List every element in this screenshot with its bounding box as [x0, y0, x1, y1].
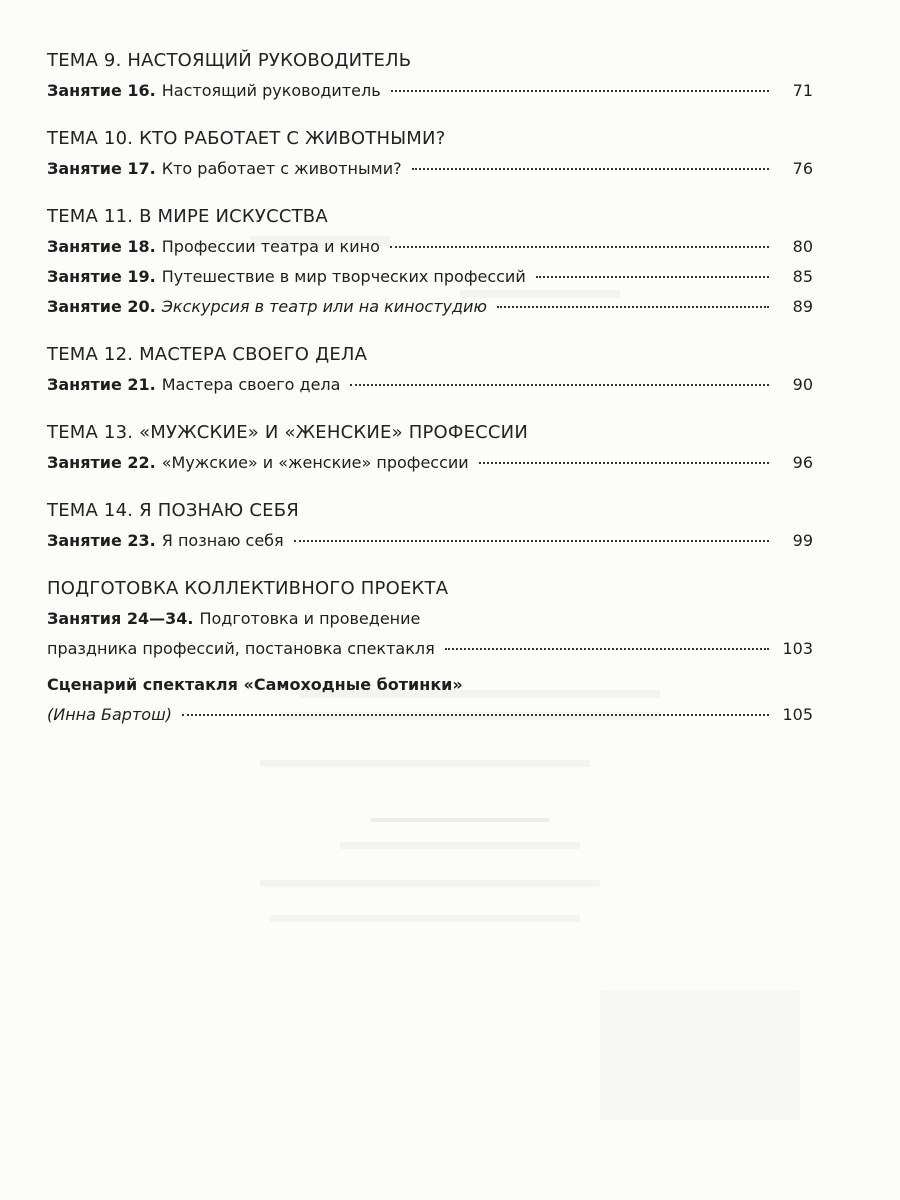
- lesson-number: Занятие 16.: [47, 81, 156, 100]
- toc-entry[interactable]: [47, 232, 813, 262]
- dot-leader: [391, 90, 769, 92]
- toc-entry-script[interactable]: [47, 670, 813, 730]
- lesson-title: Профессии театра и кино: [161, 237, 380, 256]
- dot-leader: [412, 168, 769, 170]
- dot-leader: [445, 648, 769, 650]
- toc-entry[interactable]: [47, 526, 813, 556]
- toc-entry[interactable]: [47, 262, 813, 292]
- table-of-contents: [47, 46, 813, 730]
- theme-heading: ТЕМА 11. В МИРЕ ИСКУССТВА: [47, 206, 328, 227]
- dot-leader: [350, 384, 769, 386]
- dot-leader: [294, 540, 769, 542]
- show-through-mark: [370, 818, 550, 822]
- lesson-title: Экскурсия в театр или на киностудию: [161, 297, 487, 316]
- lesson-title: «Мужские» и «женские» профессии: [161, 453, 469, 472]
- toc-entry[interactable]: [47, 154, 813, 184]
- lesson-number: Занятие 23.: [47, 531, 156, 550]
- lesson-title: Настоящий руководитель: [161, 81, 381, 100]
- page-number: 103: [782, 639, 813, 658]
- lesson-number: Занятие 21.: [47, 375, 156, 394]
- toc-entry-project[interactable]: [47, 604, 813, 664]
- theme-heading: ТЕМА 10. КТО РАБОТАЕТ С ЖИВОТНЫМИ?: [47, 128, 446, 149]
- page-number: 96: [792, 453, 813, 472]
- toc-entry[interactable]: [47, 76, 813, 106]
- lesson-title-line1: Подготовка и проведение: [199, 609, 421, 628]
- page-number: 99: [792, 531, 813, 550]
- page-number: 90: [792, 375, 813, 394]
- show-through-mark: [340, 842, 580, 849]
- lesson-number: Занятие 19.: [47, 267, 156, 286]
- page-number: 71: [792, 81, 813, 100]
- dot-leader: [536, 276, 769, 278]
- show-through-mark: [260, 880, 600, 887]
- toc-entry[interactable]: [47, 448, 813, 478]
- lesson-number: Занятие 18.: [47, 237, 156, 256]
- page-number: 80: [792, 237, 813, 256]
- toc-entry[interactable]: [47, 292, 813, 322]
- lesson-number: Занятия 24—34.: [47, 609, 194, 628]
- entry-second-line: [47, 634, 813, 664]
- script-title: Сценарий спектакля «Самоходные ботинки»: [47, 675, 463, 694]
- lesson-number: Занятие 17.: [47, 159, 156, 178]
- dot-leader: [182, 714, 769, 716]
- dot-leader: [497, 306, 769, 308]
- theme-heading: ТЕМА 13. «МУЖСКИЕ» И «ЖЕНСКИЕ» ПРОФЕССИИ: [47, 422, 529, 443]
- page-number: 76: [792, 159, 813, 178]
- theme-heading: ТЕМА 9. НАСТОЯЩИЙ РУКОВОДИТЕЛЬ: [47, 50, 412, 71]
- toc-entry[interactable]: [47, 370, 813, 400]
- entry-second-line: [47, 700, 813, 730]
- theme-heading: ТЕМА 12. МАСТЕРА СВОЕГО ДЕЛА: [47, 344, 368, 365]
- lesson-title: Путешествие в мир творческих профессий: [161, 267, 526, 286]
- page-number: 85: [792, 267, 813, 286]
- lesson-title: Кто работает с животными?: [161, 159, 402, 178]
- page-number: 89: [792, 297, 813, 316]
- theme-heading: ПОДГОТОВКА КОЛЛЕКТИВНОГО ПРОЕКТА: [47, 578, 449, 599]
- lesson-number: Занятие 22.: [47, 453, 156, 472]
- lesson-number: Занятие 20.: [47, 297, 156, 316]
- dot-leader: [390, 246, 769, 248]
- script-author: (Инна Бартош): [47, 705, 172, 724]
- entry-first-line: [47, 604, 813, 634]
- page-number: 105: [782, 705, 813, 724]
- dot-leader: [479, 462, 769, 464]
- show-through-mark: [260, 760, 590, 767]
- lesson-title-line2: праздника профессий, постановка спектакля: [47, 639, 435, 658]
- theme-heading: ТЕМА 14. Я ПОЗНАЮ СЕБЯ: [47, 500, 299, 521]
- show-through-mark: [270, 915, 580, 922]
- lesson-title: Мастера своего дела: [161, 375, 341, 394]
- lesson-title: Я познаю себя: [161, 531, 284, 550]
- show-through-mark: [600, 990, 800, 1120]
